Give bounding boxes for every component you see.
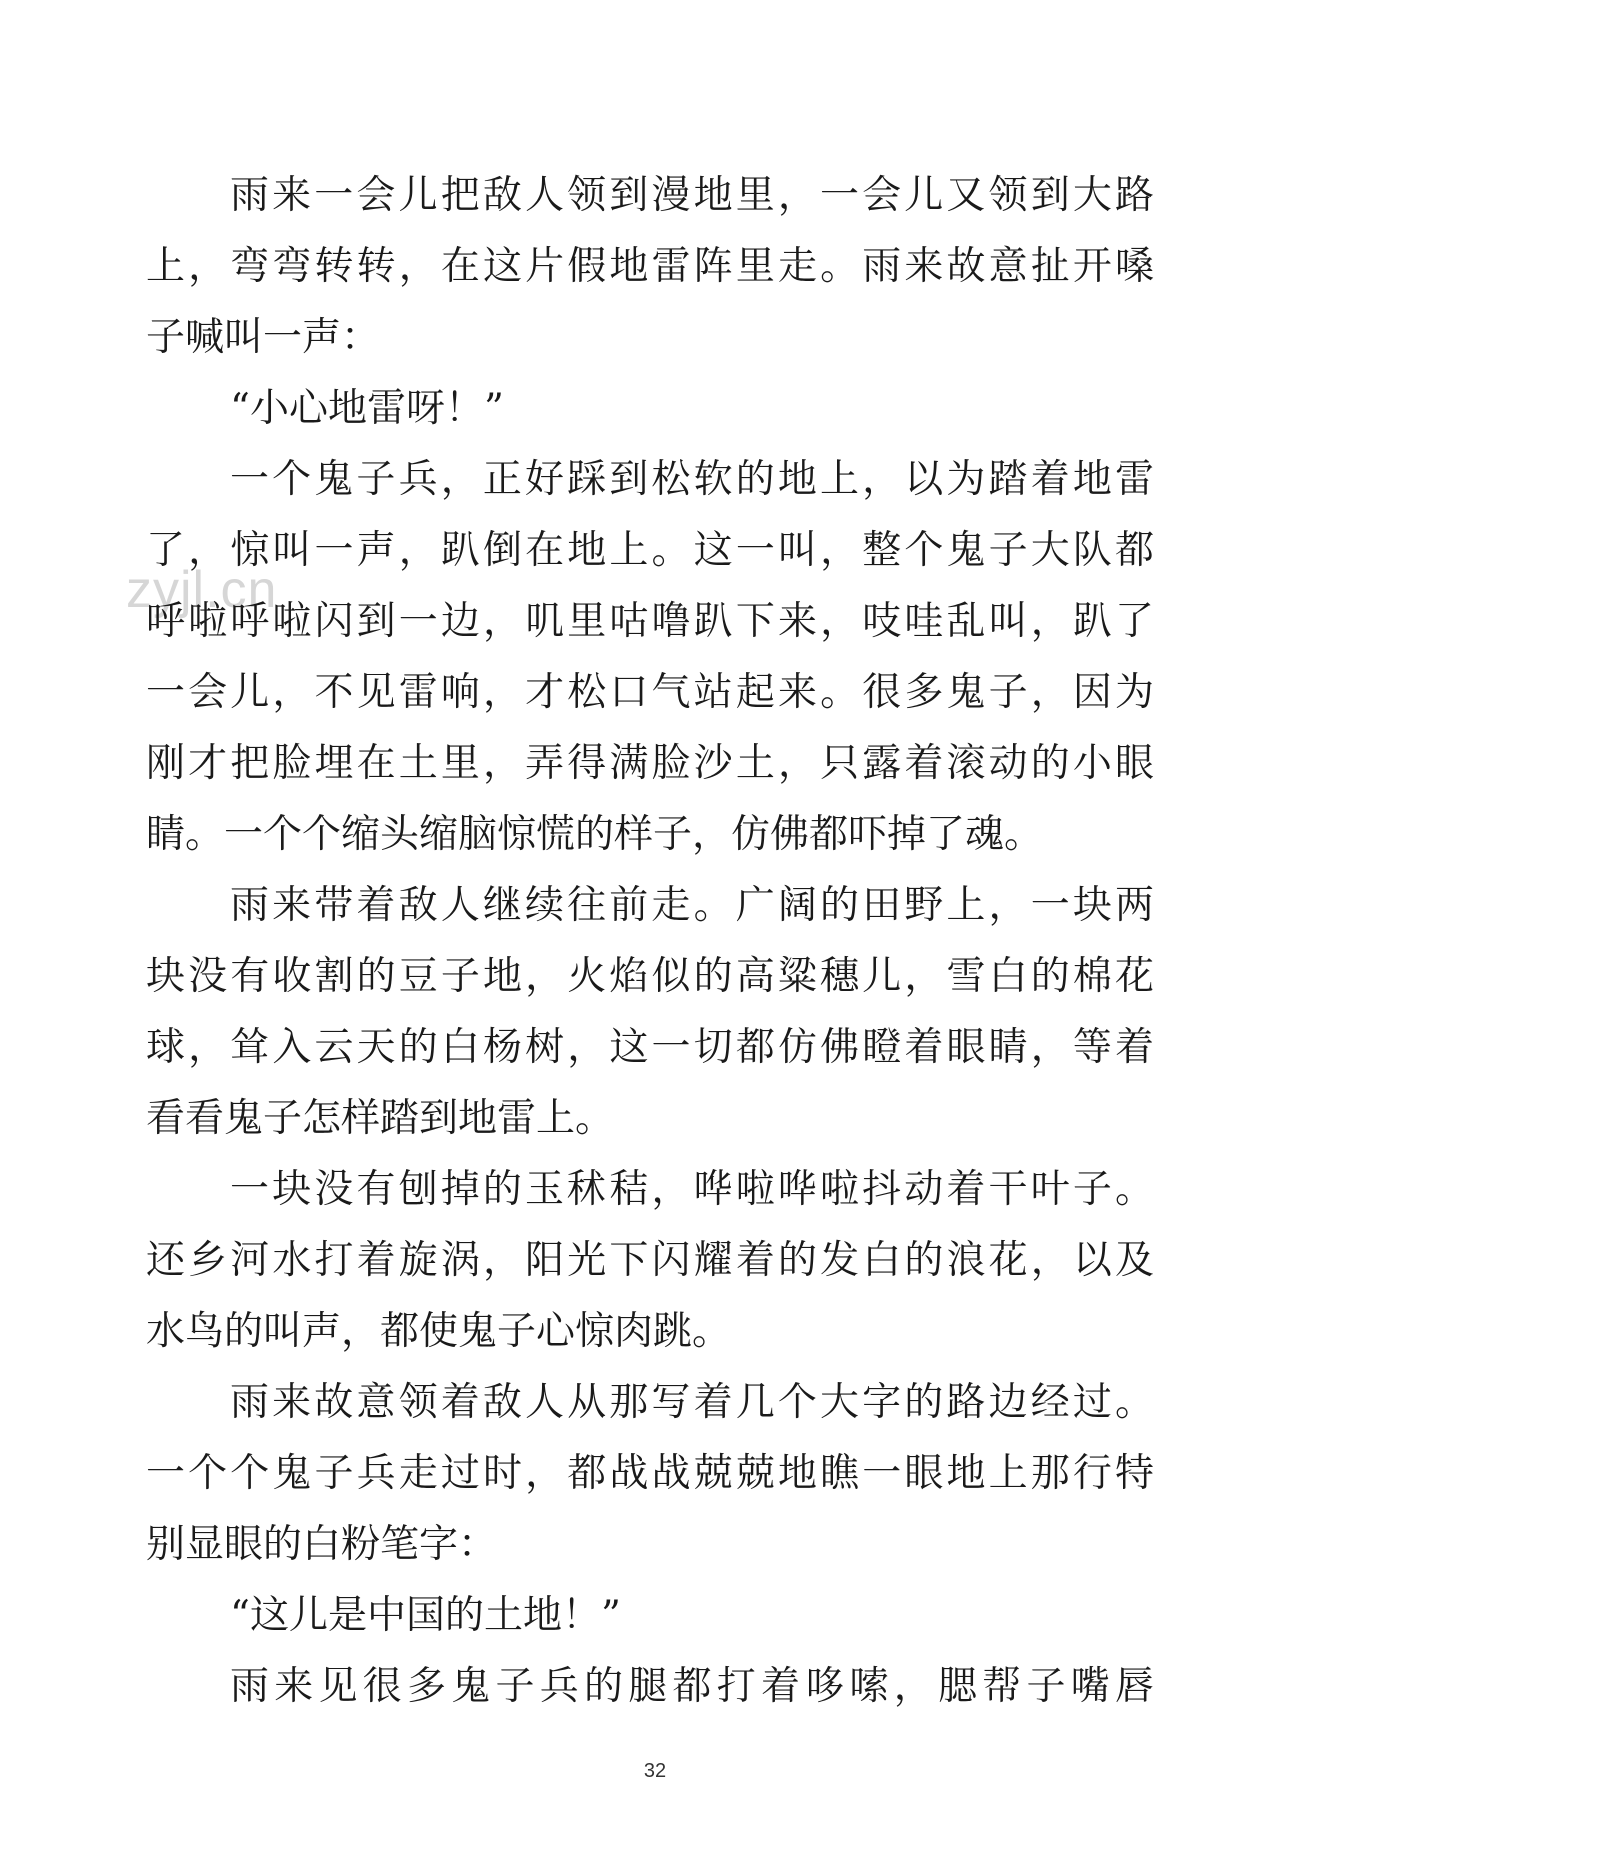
- watermark: zyjl.cn: [126, 561, 278, 619]
- text-line: 一个鬼子兵，正好踩到松软的地上，以为踏着地雷: [230, 457, 1154, 502]
- text-line: 水鸟的叫声，都使鬼子心惊肉跳。: [146, 1309, 732, 1354]
- text-line: 雨来故意领着敌人从那写着几个大字的路边经过。: [230, 1380, 1154, 1425]
- text-line: 子喊叫一声：: [146, 315, 381, 360]
- text-line: 一块没有刨掉的玉秫秸，哗啦哗啦抖动着干叶子。: [230, 1167, 1154, 1212]
- text-line: 还乡河水打着旋涡，阳光下闪耀着的发白的浪花，以及: [146, 1238, 1154, 1283]
- text-line: 上，弯弯转转，在这片假地雷阵里走。雨来故意扯开嗓: [146, 244, 1154, 289]
- text-line: “小心地雷呀！”: [230, 386, 504, 431]
- text-line: 看看鬼子怎样踏到地雷上。: [146, 1096, 615, 1141]
- text-line: 雨来一会儿把敌人领到漫地里，一会儿又领到大路: [230, 173, 1154, 218]
- text-line: 雨来带着敌人继续往前走。广阔的田野上，一块两: [230, 883, 1154, 928]
- text-line: 别显眼的白粉笔字：: [146, 1522, 498, 1567]
- text-line: 刚才把脸埋在土里，弄得满脸沙土，只露着滚动的小眼: [146, 741, 1154, 786]
- text-line: 睛。一个个缩头缩脑惊慌的样子，仿佛都吓掉了魂。: [146, 812, 1044, 857]
- text-line: 块没有收割的豆子地，火焰似的高粱穗儿，雪白的棉花: [146, 954, 1154, 999]
- text-line: 一个个鬼子兵走过时，都战战兢兢地瞧一眼地上那行特: [146, 1451, 1154, 1496]
- text-line: 雨来见很多鬼子兵的腿都打着哆嗦，腮帮子嘴唇: [230, 1664, 1154, 1709]
- text-line: 呼啦呼啦闪到一边，叽里咕噜趴下来，吱哇乱叫，趴了: [146, 599, 1154, 644]
- text-line: 一会儿，不见雷响，才松口气站起来。很多鬼子，因为: [146, 670, 1154, 715]
- body-text: [146, 160, 1154, 1722]
- text-line: “这儿是中国的土地！”: [230, 1593, 621, 1638]
- page-number: 32: [643, 1760, 667, 1782]
- text-line: 了，惊叫一声，趴倒在地上。这一叫，整个鬼子大队都: [146, 528, 1154, 573]
- text-line: 球，耸入云天的白杨树，这一切都仿佛瞪着眼睛，等着: [146, 1025, 1154, 1070]
